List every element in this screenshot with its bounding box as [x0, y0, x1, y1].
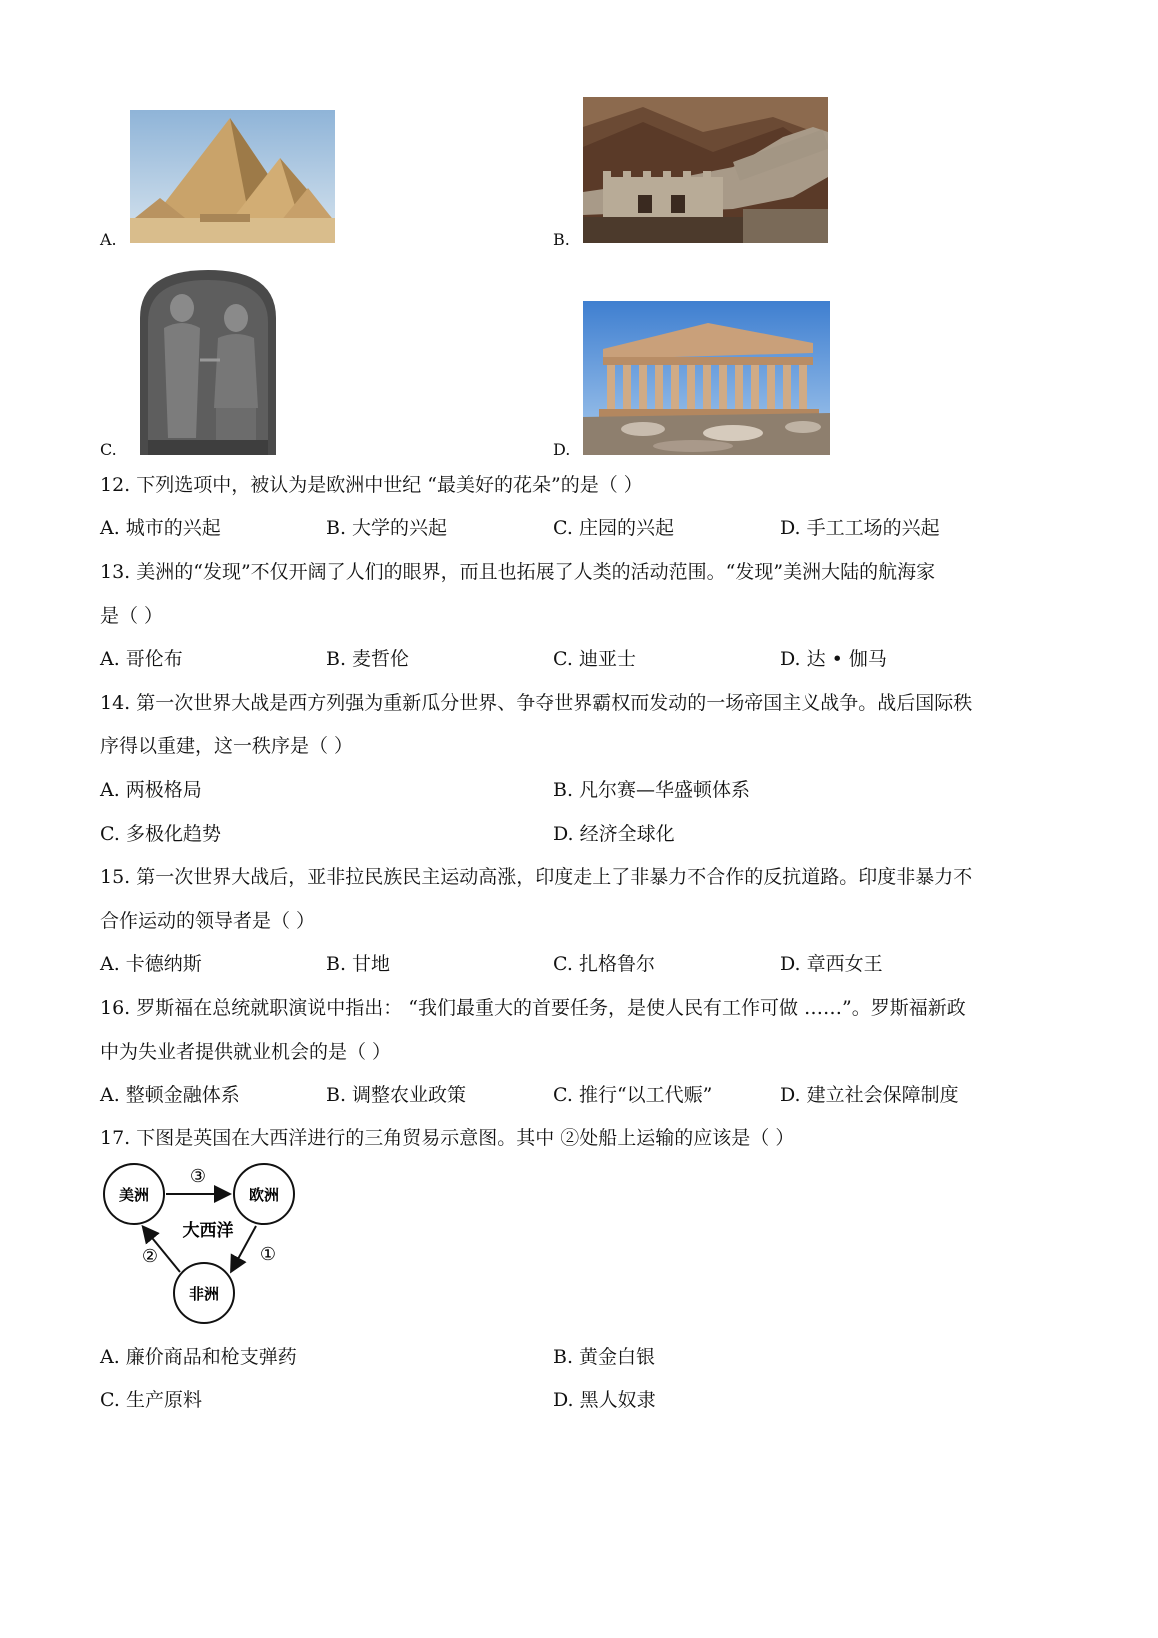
option-d-label: D.	[553, 440, 571, 459]
question-17-text: 17. 下图是英国在大西洋进行的三角贸易示意图。其中 ②处船上运输的应该是（ ）	[100, 1127, 795, 1149]
great-wall-image	[583, 97, 828, 243]
route-1-arrow	[232, 1226, 256, 1270]
question-12-option-c[interactable]: C. 庄园的兴起	[553, 517, 674, 539]
question-12-option-d[interactable]: D. 手工工场的兴起	[780, 517, 940, 539]
parthenon-image	[583, 301, 830, 455]
pyramids-image	[130, 110, 335, 243]
question-14-option-a[interactable]: A. 两极格局	[100, 779, 202, 801]
option-a-label: A.	[100, 230, 117, 249]
question-14-text-line2: 序得以重建，这一秩序是（ ）	[100, 735, 354, 757]
question-13-text-line2: 是（ ）	[100, 605, 164, 627]
question-15-option-d[interactable]: D. 章西女王	[780, 953, 883, 975]
question-13-option-c[interactable]: C. 迪亚士	[553, 648, 636, 670]
question-15-text-line2: 合作运动的领导者是（ ）	[100, 910, 316, 932]
question-16-option-a[interactable]: A. 整顿金融体系	[100, 1084, 240, 1106]
question-16-option-b[interactable]: B. 调整农业政策	[326, 1084, 467, 1106]
question-13-text-line1: 13. 美洲的“发现”不仅开阔了人们的眼界，而且也拓展了人类的活动范围。“发现”美洲大陆的航海家	[100, 561, 936, 583]
question-14-option-d[interactable]: D. 经济全球化	[553, 823, 675, 845]
question-16-text-line1: 16. 罗斯福在总统就职演说中指出： “我们最重大的首要任务，是使人民有工作可做 ……”。罗斯福新政	[100, 997, 966, 1019]
americas-label: 美洲	[118, 1186, 150, 1204]
route-1-label: ①	[259, 1244, 277, 1265]
question-13-option-a[interactable]: A. 哥伦布	[100, 648, 183, 670]
ocean-label: 大西洋	[182, 1221, 234, 1241]
question-12-option-b[interactable]: B. 大学的兴起	[326, 517, 448, 539]
question-16-option-c[interactable]: C. 推行“以工代赈”	[553, 1084, 713, 1106]
option-b-label: B.	[553, 230, 570, 249]
triangle-trade-diagram	[100, 1160, 305, 1335]
question-13-option-d[interactable]: D. 达 • 伽马	[780, 648, 887, 670]
europe-label: 欧洲	[248, 1186, 280, 1204]
question-15-option-c[interactable]: C. 扎格鲁尔	[553, 953, 655, 975]
route-3-label: ③	[189, 1166, 207, 1187]
option-c-label: C.	[100, 440, 117, 459]
question-12-text: 12. 下列选项中，被认为是欧洲中世纪 “最美好的花朵”的是（ ）	[100, 474, 643, 496]
question-15-text-line1: 15. 第一次世界大战后，亚非拉民族民主运动高涨，印度走上了非暴力不合作的反抗道路。印度非暴力不	[100, 866, 973, 888]
question-17-option-d[interactable]: D. 黑人奴隶	[553, 1389, 656, 1411]
question-17-option-c[interactable]: C. 生产原料	[100, 1389, 202, 1411]
hammurabi-stele-image	[134, 268, 282, 455]
question-15-option-b[interactable]: B. 甘地	[326, 953, 391, 975]
question-16-text-line2: 中为失业者提供就业机会的是（ ）	[100, 1041, 392, 1063]
question-13-option-b[interactable]: B. 麦哲伦	[326, 648, 410, 670]
question-15-option-a[interactable]: A. 卡德纳斯	[100, 953, 202, 975]
question-14-text-line1: 14. 第一次世界大战是西方列强为重新瓜分世界、争夺世界霸权而发动的一场帝国主义战争。战后国际秩	[100, 692, 973, 714]
question-12-option-a[interactable]: A. 城市的兴起	[100, 517, 221, 539]
question-17-option-a[interactable]: A. 廉价商品和枪支弹药	[100, 1346, 297, 1368]
question-16-option-d[interactable]: D. 建立社会保障制度	[780, 1084, 959, 1106]
africa-label: 非洲	[188, 1285, 220, 1303]
question-14-option-b[interactable]: B. 凡尔赛—华盛顿体系	[553, 779, 751, 801]
question-14-option-c[interactable]: C. 多极化趋势	[100, 823, 221, 845]
question-17-option-b[interactable]: B. 黄金白银	[553, 1346, 656, 1368]
route-2-label: ②	[141, 1246, 159, 1267]
